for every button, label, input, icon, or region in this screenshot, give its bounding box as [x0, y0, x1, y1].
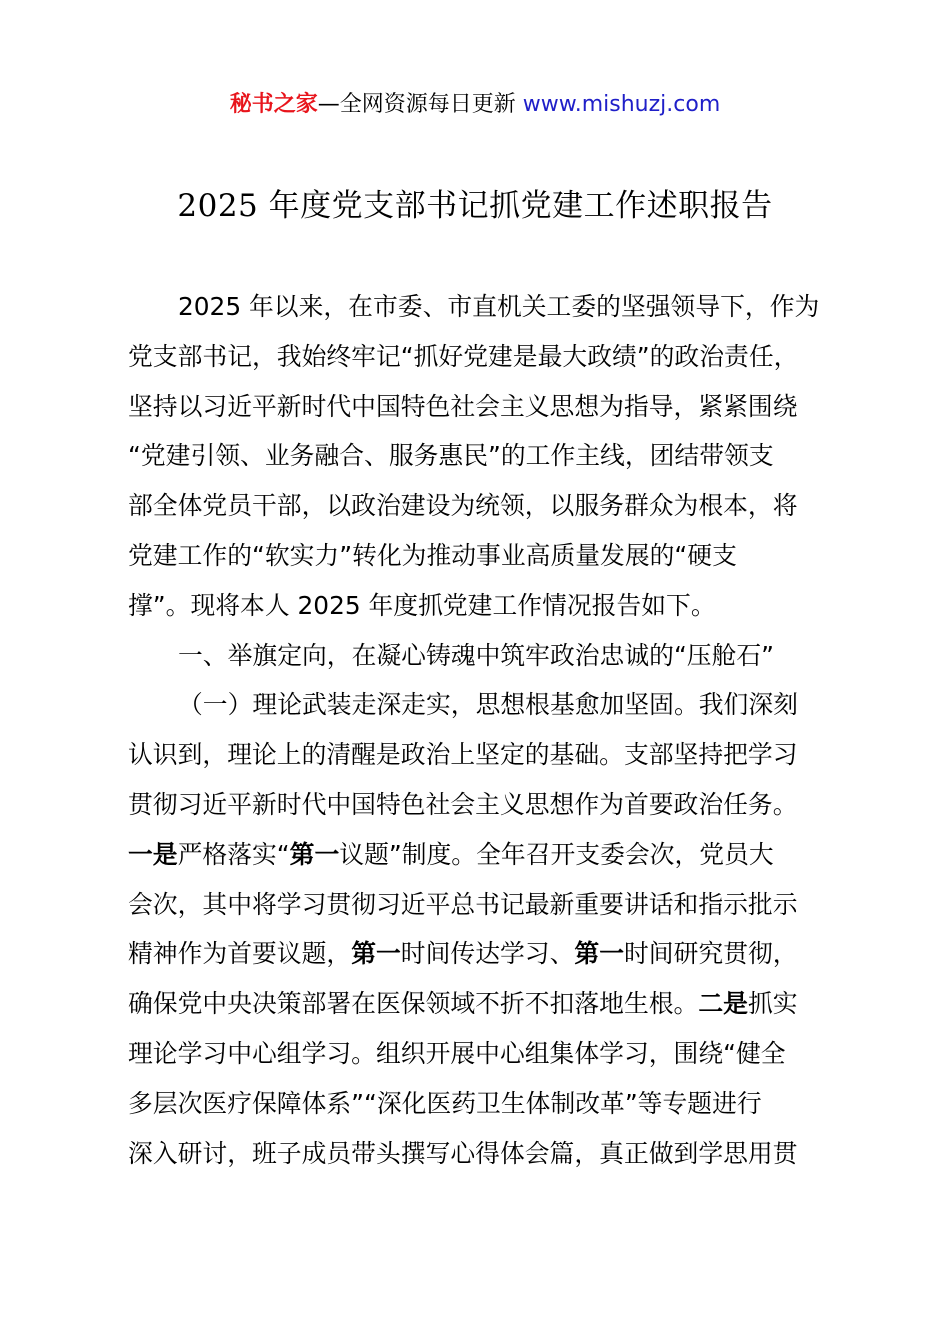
paragraph-text: 严格落实“ [177, 839, 290, 869]
brand-name: 秘书之家 [229, 92, 318, 117]
emphasis-text: 第一 [574, 939, 624, 969]
paragraph-line: 部全体党员干部，以政治建设为统领，以服务群众为根本，将 [128, 491, 798, 521]
paragraph-text: 时间传达学习、 [400, 939, 575, 969]
document-title: 2025 年度党支部书记抓党建工作述职报告 [177, 188, 773, 224]
paragraph-text: 确保党中央决策部署在医保领域不折不扣落地生根。 [128, 989, 699, 1019]
paragraph-text: 时间研究贯彻， [624, 939, 798, 969]
site-url-link[interactable]: www.mishuzj.com [522, 92, 721, 117]
paragraph-line: 2025 年以来，在市委、市直机关工委的坚强领导下，作为 [178, 292, 820, 321]
paragraph-line [128, 979, 830, 1029]
paragraph-line: 会次，其中将学习贯彻习近平总书记最新重要讲话和指示批示 [128, 889, 798, 919]
paragraph-line: 理论学习中心组学习。组织开展中心组集体学习，围绕“健全 [128, 1038, 786, 1068]
paragraph-line [128, 929, 830, 979]
paragraph-line: 党建工作的“软实力”转化为推动事业高质量发展的“硬支 [128, 540, 737, 570]
header-tagline: —全网资源每日更新 [317, 92, 523, 117]
paragraph-line: 撑”。现将本人 2025 年度抓党建工作情况报告如下。 [128, 590, 716, 620]
paragraph-line: 认识到，理论上的清醒是政治上坚定的基础。支部坚持把学习 [128, 740, 798, 770]
paragraph-line: 深入研讨，班子成员带头撰写心得体会篇，真正做到学思用贯 [128, 1138, 798, 1168]
paragraph-text: 议题”制度。全年召开支委会次，党员大 [339, 839, 774, 869]
paragraph-line [128, 830, 830, 880]
paragraph-line: 坚持以习近平新时代中国特色社会主义思想为指导，紧紧围绕 [128, 391, 798, 421]
subsection-heading-line: （一）理论武装走深走实，思想根基愈加坚固。我们深刻 [178, 690, 798, 720]
paragraph-line: 党支部书记，我始终牢记“抓好党建是最大政绩”的政治责任， [128, 341, 799, 371]
emphasis-text: 二是 [698, 989, 748, 1019]
emphasis-text: 第一 [289, 839, 340, 869]
section-heading: 一、举旗定向，在凝心铸魂中筑牢政治忠诚的“压舱石” [178, 640, 775, 670]
document-body [128, 282, 830, 1178]
site-header [0, 88, 950, 122]
paragraph-text: 精神作为首要议题， [128, 939, 352, 969]
emphasis-text: 一是 [128, 839, 178, 869]
paragraph-line: 贯彻习近平新时代中国特色社会主义思想作为首要政治任务。 [128, 789, 798, 819]
paragraph-text: 抓实 [747, 989, 798, 1019]
emphasis-text: 第一 [351, 939, 401, 969]
paragraph-line: “党建引领、业务融合、服务惠民”的工作主线，团结带领支 [128, 441, 774, 471]
paragraph-line: 多层次医疗保障体系”“深化医药卫生体制改革”等专题进行 [128, 1088, 762, 1118]
